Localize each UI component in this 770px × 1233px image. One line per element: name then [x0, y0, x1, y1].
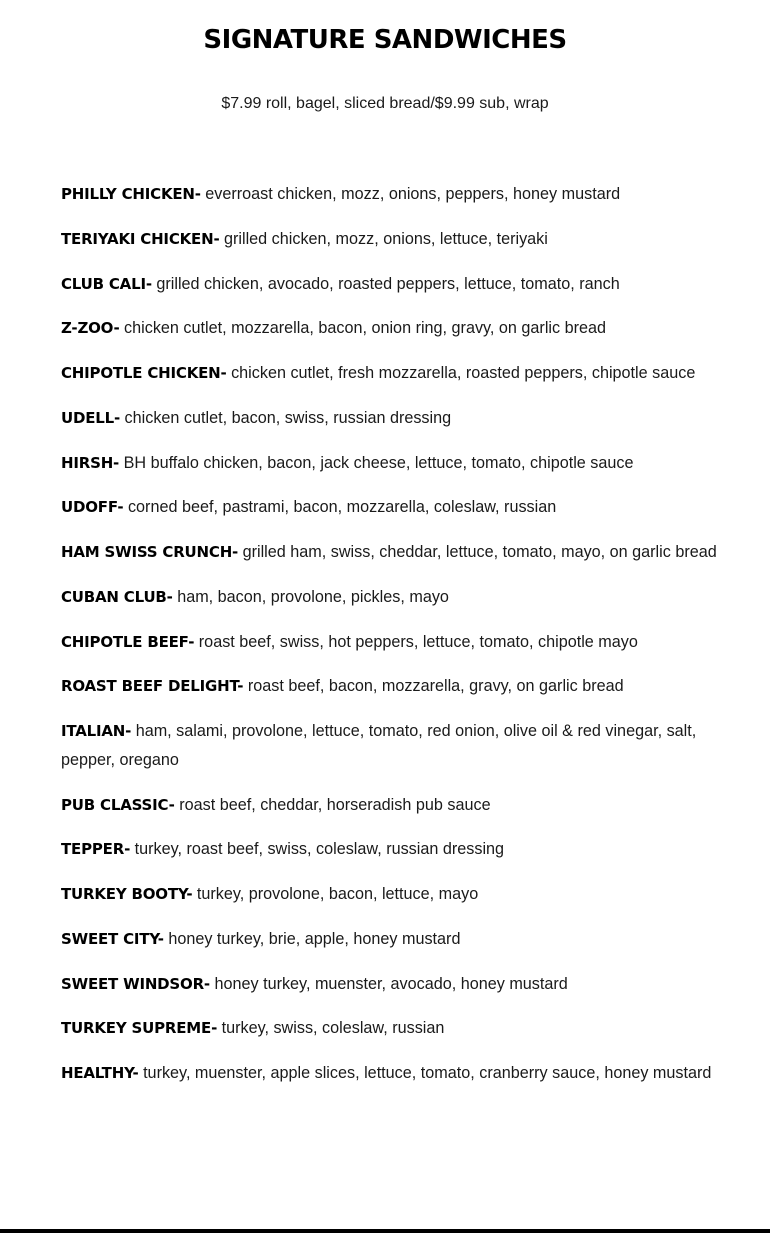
menu-item [61, 970, 721, 999]
menu-item [61, 791, 721, 820]
menu-item [61, 180, 721, 209]
item-name: TEPPER- [61, 840, 131, 859]
item-name: TURKEY BOOTY- [61, 885, 193, 904]
page-title: SIGNATURE SANDWICHES [203, 25, 567, 55]
item-description: roast beef, bacon, mozzarella, gravy, on garlic bread [247, 677, 624, 696]
menu-item [61, 359, 721, 388]
menu-item [61, 225, 721, 254]
item-name: PHILLY CHICKEN- [61, 185, 201, 203]
menu-item [61, 835, 721, 864]
item-description: roast beef, cheddar, horseradish pub sauce [179, 795, 491, 814]
item-description: turkey, roast beef, swiss, coleslaw, russian dressing [134, 840, 505, 859]
menu-item [61, 314, 721, 343]
menu-item [61, 880, 721, 909]
item-name: SWEET WINDSOR- [61, 974, 210, 993]
item-name: ITALIAN- [61, 722, 132, 740]
item-description: ham, salami, provolone, lettuce, tomato, red onion, olive oil & red vinegar, salt, pepper, oregano [61, 722, 697, 769]
item-name: CHIPOTLE CHICKEN- [61, 364, 227, 382]
item-name: HAM SWISS CRUNCH- [61, 543, 239, 561]
menu-item [61, 449, 721, 478]
item-name: UDOFF- [61, 498, 124, 517]
item-description: ham, bacon, provolone, pickles, mayo [177, 587, 449, 606]
price-line: $7.99 roll, bagel, sliced bread/$9.99 sub, wrap [221, 95, 549, 112]
menu-item [61, 270, 721, 299]
item-name: PUB CLASSIC- [61, 795, 175, 814]
item-name: CUBAN CLUB- [61, 587, 173, 606]
item-description: grilled chicken, mozz, onions, lettuce, teriyaki [223, 229, 548, 248]
item-name: TERIYAKI CHICKEN- [61, 229, 220, 248]
item-name: HEALTHY- [61, 1064, 139, 1083]
item-description: grilled chicken, avocado, roasted peppers, lettuce, tomato, ranch [156, 274, 620, 293]
item-description: chicken cutlet, bacon, swiss, russian dressing [124, 408, 452, 427]
menu-list [61, 180, 721, 1104]
item-name: HIRSH- [61, 453, 120, 472]
item-name: SWEET CITY- [61, 929, 164, 948]
item-description: BH buffalo chicken, bacon, jack cheese, lettuce, tomato, chipotle sauce [123, 453, 634, 472]
menu-item [61, 1059, 721, 1088]
item-name: UDELL- [61, 408, 121, 427]
item-name: CLUB CALI- [61, 274, 152, 293]
menu-item [61, 672, 721, 701]
item-description: honey turkey, brie, apple, honey mustard [168, 929, 461, 948]
item-description: turkey, swiss, coleslaw, russian [221, 1019, 445, 1038]
item-name: ROAST BEEF DELIGHT- [61, 677, 244, 696]
menu-item [61, 538, 721, 567]
item-description: turkey, muenster, apple slices, lettuce, tomato, cranberry sauce, honey mustard [143, 1064, 712, 1083]
menu-item [61, 717, 721, 775]
item-name: TURKEY SUPREME- [61, 1019, 218, 1038]
item-description: chicken cutlet, mozzarella, bacon, onion ring, gravy, on garlic bread [124, 319, 607, 338]
item-description: roast beef, swiss, hot peppers, lettuce, tomato, chipotle mayo [198, 632, 638, 651]
item-description: chicken cutlet, fresh mozzarella, roasted peppers, chipotle sauce [231, 364, 696, 382]
item-description: honey turkey, muenster, avocado, honey mustard [214, 974, 568, 993]
item-description: grilled ham, swiss, cheddar, lettuce, tomato, mayo, on garlic bread [242, 543, 717, 561]
menu-item [61, 628, 721, 657]
item-name: Z-ZOO- [61, 319, 120, 338]
menu-item [61, 925, 721, 954]
menu-item [61, 1014, 721, 1043]
bottom-divider [0, 1229, 770, 1233]
menu-item [61, 493, 721, 522]
item-name: CHIPOTLE BEEF- [61, 632, 195, 651]
menu-item [61, 404, 721, 433]
menu-item [61, 583, 721, 612]
item-description: turkey, provolone, bacon, lettuce, mayo [196, 885, 479, 904]
item-description: everroast chicken, mozz, onions, peppers, honey mustard [205, 185, 621, 203]
item-description: corned beef, pastrami, bacon, mozzarella, coleslaw, russian [127, 498, 557, 517]
